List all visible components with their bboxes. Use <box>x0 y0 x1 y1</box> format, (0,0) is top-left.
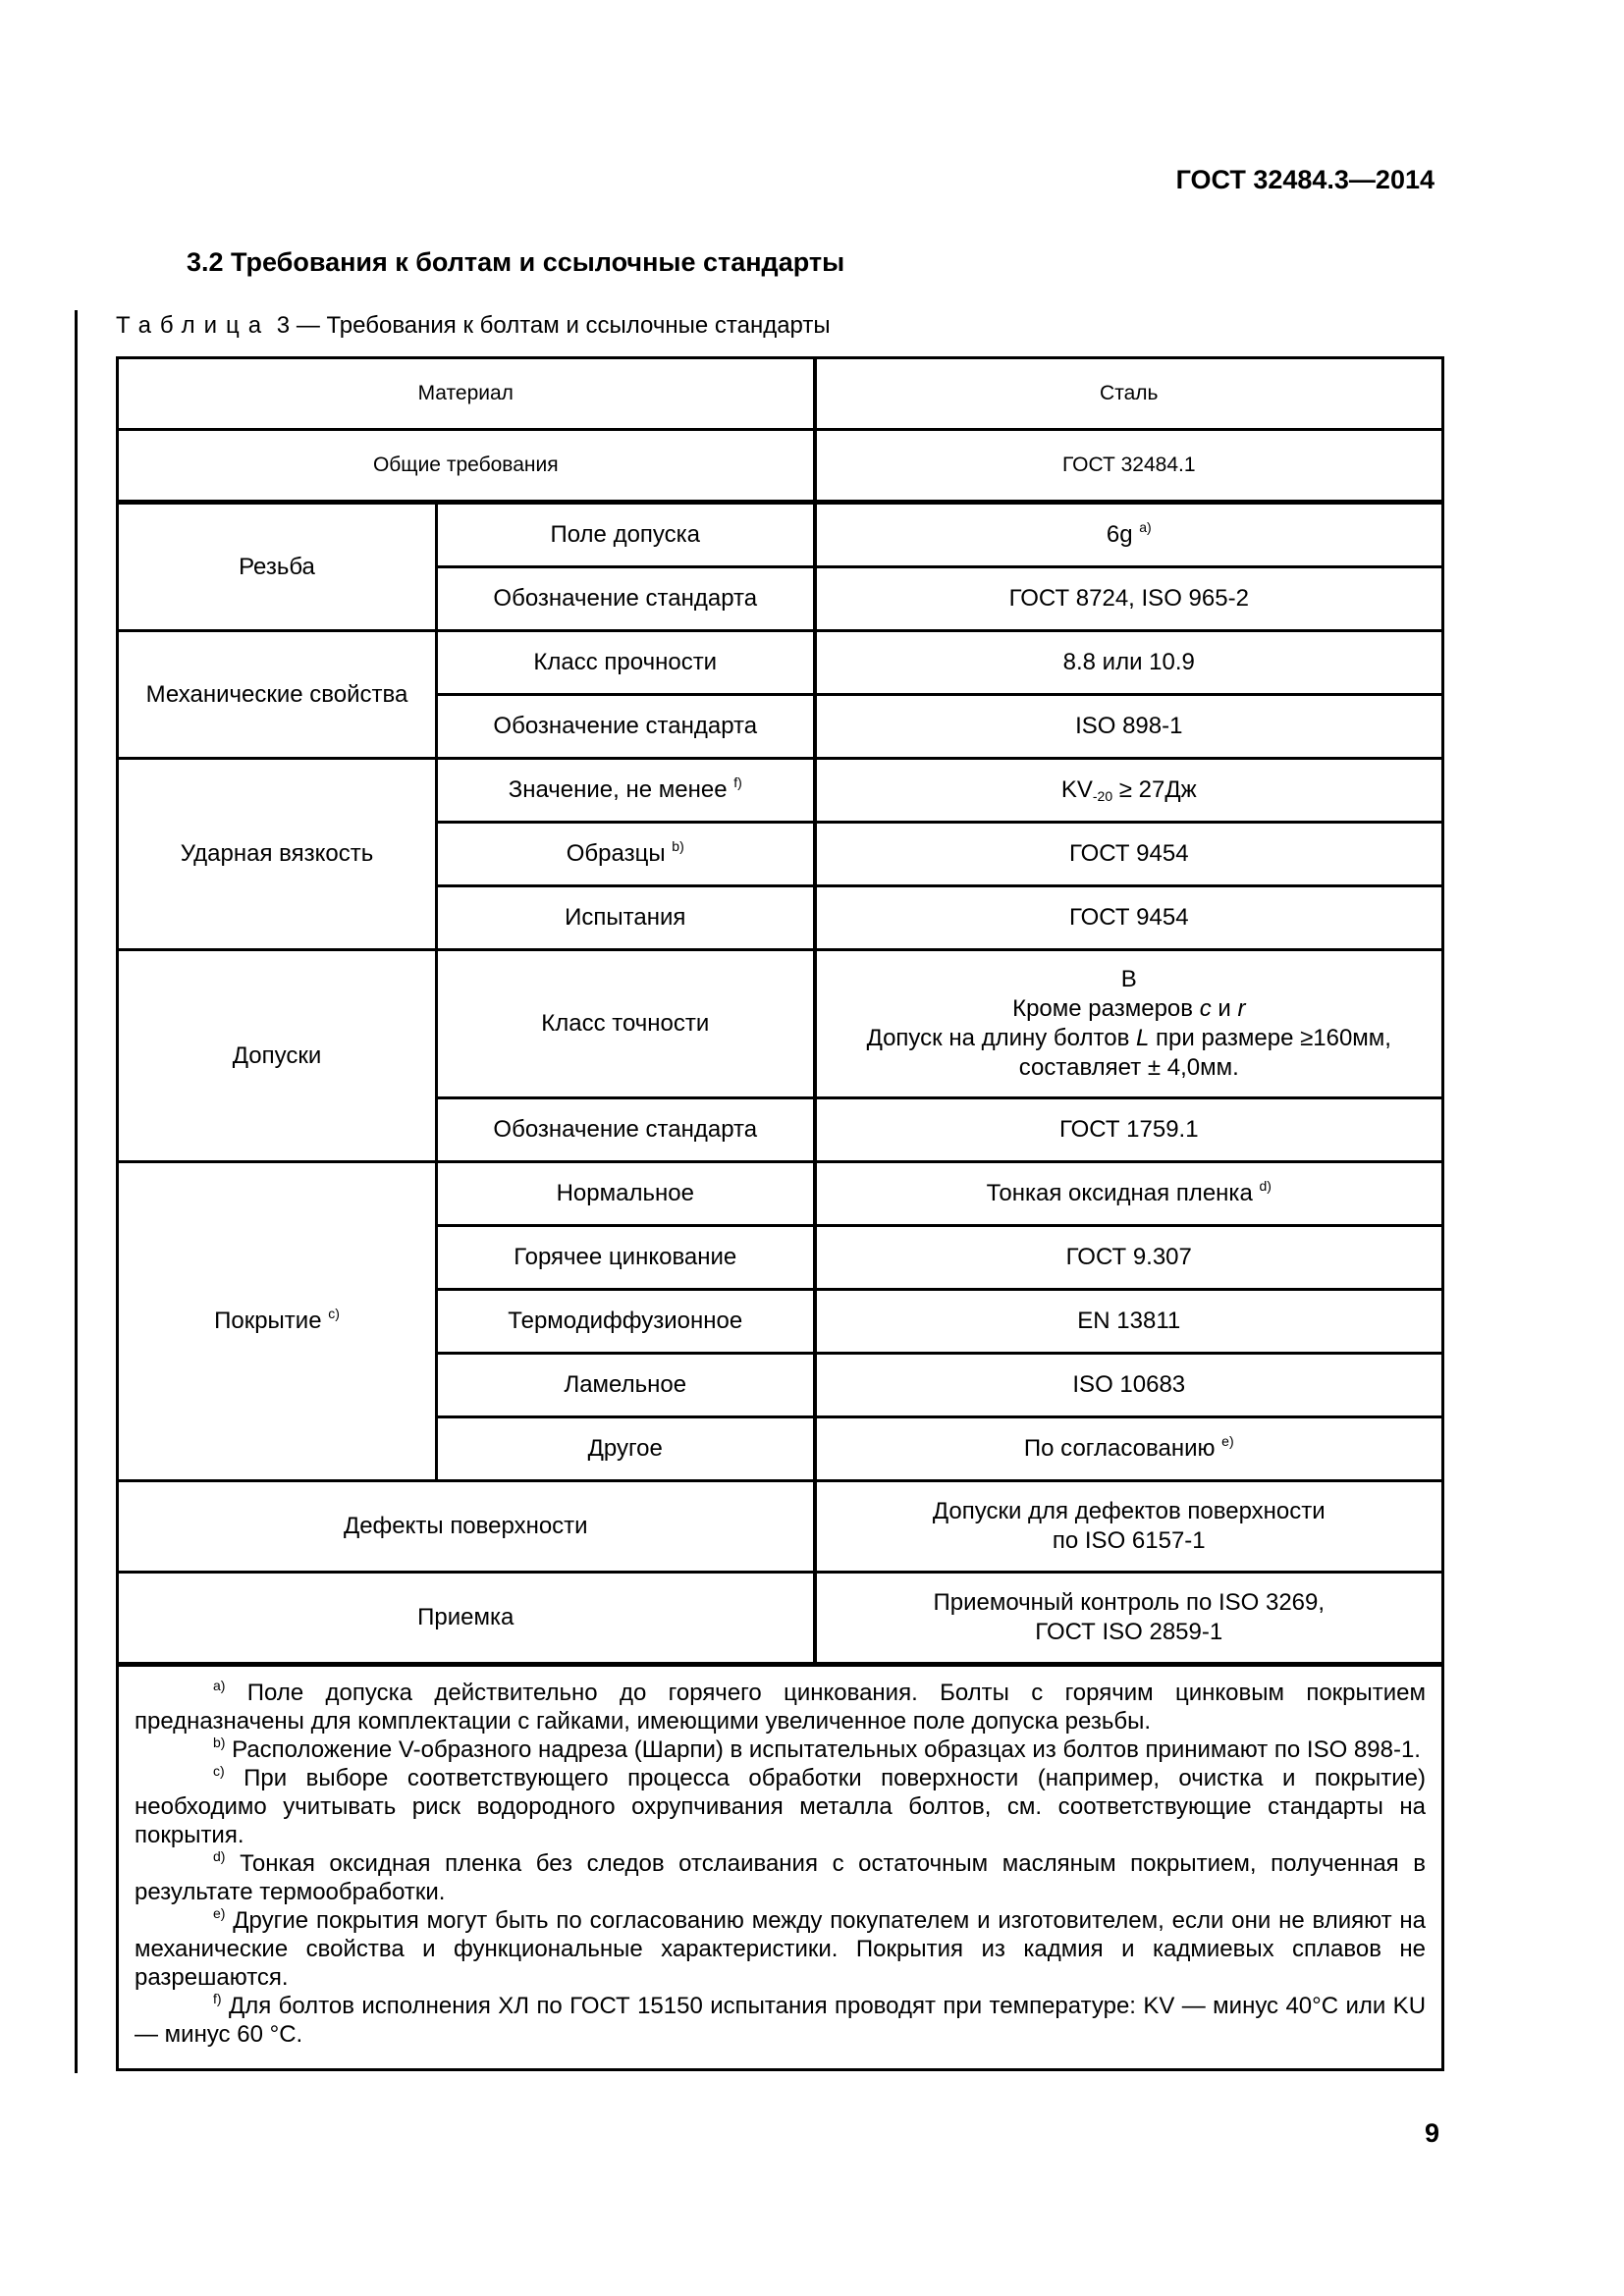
coating-group-label <box>118 1162 437 1481</box>
defects-value-line-2: по ISO 6157-1 <box>1052 1527 1206 1554</box>
coating-hot-value: ГОСТ 9.307 <box>815 1226 1443 1290</box>
impact-kv-subscript: -20 <box>1092 788 1113 804</box>
impact-tests-label: Испытания <box>437 886 815 950</box>
coating-other-label: Другое <box>437 1417 815 1481</box>
acceptance-value-line-1: Приемочный контроль по ISO 3269, <box>933 1589 1326 1616</box>
footnote-text: Другие покрытия могут быть по согласованию между покупателем и изготовителем, если они не влияют на механические свойства и функциональные характеристики. Покрытия из кадмия и кадмиевых сплавов не разрешаются. <box>135 1907 1427 1991</box>
footnote-ref: a) <box>1139 519 1152 535</box>
accuracy-symbol-r: r <box>1237 995 1246 1022</box>
footnote-mark: e) <box>213 1905 226 1921</box>
footnote-item <box>135 1679 1426 1735</box>
coating-normal-label: Нормальное <box>437 1162 815 1226</box>
accuracy-text: и <box>1211 995 1238 1022</box>
material-header: Материал <box>118 358 815 430</box>
impact-value <box>815 759 1443 823</box>
thread-tolerance-value <box>815 503 1443 567</box>
strength-class-label: Класс прочности <box>437 631 815 695</box>
general-requirements-label: Общие требования <box>118 430 815 503</box>
table-row <box>118 950 1443 1098</box>
coating-lamellar-value: ISO 10683 <box>815 1354 1443 1417</box>
acceptance-value-line-2: ГОСТ ISO 2859-1 <box>1035 1619 1223 1645</box>
footnote-item <box>135 1992 1426 2049</box>
thread-tolerance-label: Поле допуска <box>437 503 815 567</box>
tolerances-group-label: Допуски <box>118 950 437 1162</box>
tolerances-standard-label: Обозначение стандарта <box>437 1098 815 1162</box>
footnote-mark: a) <box>213 1678 226 1693</box>
footnote-text: Тонкая оксидная пленка без следов отслаивания с остаточным масляным покрытием, полученная в результате термообработки. <box>135 1850 1427 1905</box>
coating-group-text: Покрытие <box>214 1308 322 1334</box>
coating-thermo-value: EN 13811 <box>815 1290 1443 1354</box>
impact-samples-value: ГОСТ 9454 <box>815 823 1443 886</box>
accuracy-text: Допуск на длину болтов <box>866 1025 1136 1051</box>
footnote-text: Расположение V-образного надреза (Шарпи) в испытательных образцах из болтов принимают по ISO 898-1. <box>232 1736 1421 1763</box>
accuracy-class-value <box>815 950 1443 1098</box>
impact-value-label <box>437 759 815 823</box>
coating-normal-value <box>815 1162 1443 1226</box>
accuracy-text: при размере ≥160мм, <box>1149 1025 1391 1051</box>
coating-other-value <box>815 1417 1443 1481</box>
impact-group-label: Ударная вязкость <box>118 759 437 950</box>
footnote-ref: e) <box>1221 1433 1234 1449</box>
coating-normal-text: Тонкая оксидная пленка <box>986 1180 1253 1206</box>
impact-value-label-text: Значение, не менее <box>508 776 728 803</box>
footnote-ref: f) <box>733 774 742 790</box>
footnote-item <box>135 1764 1426 1849</box>
impact-kv: KV <box>1060 776 1093 803</box>
table-row <box>118 1665 1443 2070</box>
strength-class-value: 8.8 или 10.9 <box>815 631 1443 695</box>
requirements-table <box>116 356 1444 2071</box>
footnote-mark: f) <box>213 1991 222 2006</box>
coating-other-text: По согласованию <box>1023 1435 1216 1462</box>
table-caption-number: 3 <box>276 312 291 339</box>
accuracy-symbol-c: c <box>1199 995 1212 1022</box>
accuracy-symbol-l: L <box>1136 1025 1150 1051</box>
footnote-mark: d) <box>213 1848 226 1864</box>
table-caption <box>116 312 831 340</box>
acceptance-value <box>815 1573 1443 1665</box>
defects-value <box>815 1481 1443 1573</box>
accuracy-line-3 <box>831 1024 1429 1053</box>
footnote-ref: b) <box>672 838 684 854</box>
mechanical-group-label: Механические свойства <box>118 631 437 759</box>
coating-thermo-label: Термодиффузионное <box>437 1290 815 1354</box>
table-caption-label: Таблица <box>116 312 271 339</box>
thread-standard-value: ГОСТ 8724, ISO 965-2 <box>815 567 1443 631</box>
accuracy-class-label: Класс точности <box>437 950 815 1098</box>
impact-samples-label <box>437 823 815 886</box>
change-bar <box>75 310 78 2073</box>
accuracy-text: Кроме размеров <box>1012 995 1200 1022</box>
footnote-ref: d) <box>1259 1178 1272 1194</box>
impact-tests-value: ГОСТ 9454 <box>815 886 1443 950</box>
material-value: Сталь <box>815 358 1443 430</box>
thread-tolerance-text: 6g <box>1106 521 1133 548</box>
footnote-item <box>135 1906 1426 1992</box>
general-requirements-value: ГОСТ 32484.1 <box>815 430 1443 503</box>
coating-lamellar-label: Ламельное <box>437 1354 815 1417</box>
table-row <box>118 503 1443 567</box>
table-row <box>118 631 1443 695</box>
footnotes-cell <box>118 1665 1443 2070</box>
table-row <box>118 759 1443 823</box>
page-number: 9 <box>1424 2118 1439 2148</box>
acceptance-label: Приемка <box>118 1573 815 1665</box>
table-row <box>118 1573 1443 1665</box>
footnote-item <box>135 1735 1426 1764</box>
table-row <box>118 1481 1443 1573</box>
mechanical-standard-value: ISO 898-1 <box>815 695 1443 759</box>
table-caption-title: — Требования к болтам и ссылочные стандарты <box>296 312 831 339</box>
footnote-text: Поле допуска действительно до горячего цинкования. Болты с горячим цинковым покрытием предназначены для комплектации с гайками, имеющими увеличенное поле допуска резьбы. <box>135 1680 1427 1735</box>
footnote-mark: c) <box>213 1763 225 1779</box>
accuracy-line-4: составляет ± 4,0мм. <box>1018 1054 1239 1081</box>
footnote-mark: b) <box>213 1735 226 1750</box>
accuracy-line-1: B <box>1120 966 1137 992</box>
mechanical-standard-label: Обозначение стандарта <box>437 695 815 759</box>
footnote-item <box>135 1849 1426 1906</box>
accuracy-line-2 <box>831 994 1429 1024</box>
defects-value-line-1: Допуски для дефектов поверхности <box>932 1498 1326 1524</box>
standard-code: ГОСТ 32484.3—2014 <box>1175 165 1435 194</box>
table-row <box>118 430 1443 503</box>
coating-hot-label: Горячее цинкование <box>437 1226 815 1290</box>
footnote-text: Для болтов исполнения ХЛ по ГОСТ 15150 испытания проводят при температуре: KV — минус 40°С или KU — минус 60 °С. <box>135 1993 1427 2048</box>
impact-kv-rest: ≥ 27Дж <box>1112 776 1197 803</box>
tolerances-standard-value: ГОСТ 1759.1 <box>815 1098 1443 1162</box>
footnote-text: При выборе соответствующего процесса обработки поверхности (например, очистка и покрытие) необходимо учитывать риск водородного охрупчивания металла болтов, см. соответствующие стандарты на покрытия. <box>135 1765 1427 1848</box>
thread-standard-label: Обозначение стандарта <box>437 567 815 631</box>
table-row <box>118 1162 1443 1226</box>
defects-label: Дефекты поверхности <box>118 1481 815 1573</box>
table-row <box>118 358 1443 430</box>
thread-group-label: Резьба <box>118 503 437 631</box>
footnote-ref: c) <box>328 1306 340 1321</box>
impact-samples-label-text: Образцы <box>566 840 666 867</box>
section-title: 3.2 Требования к болтам и ссылочные стандарты <box>187 247 845 277</box>
